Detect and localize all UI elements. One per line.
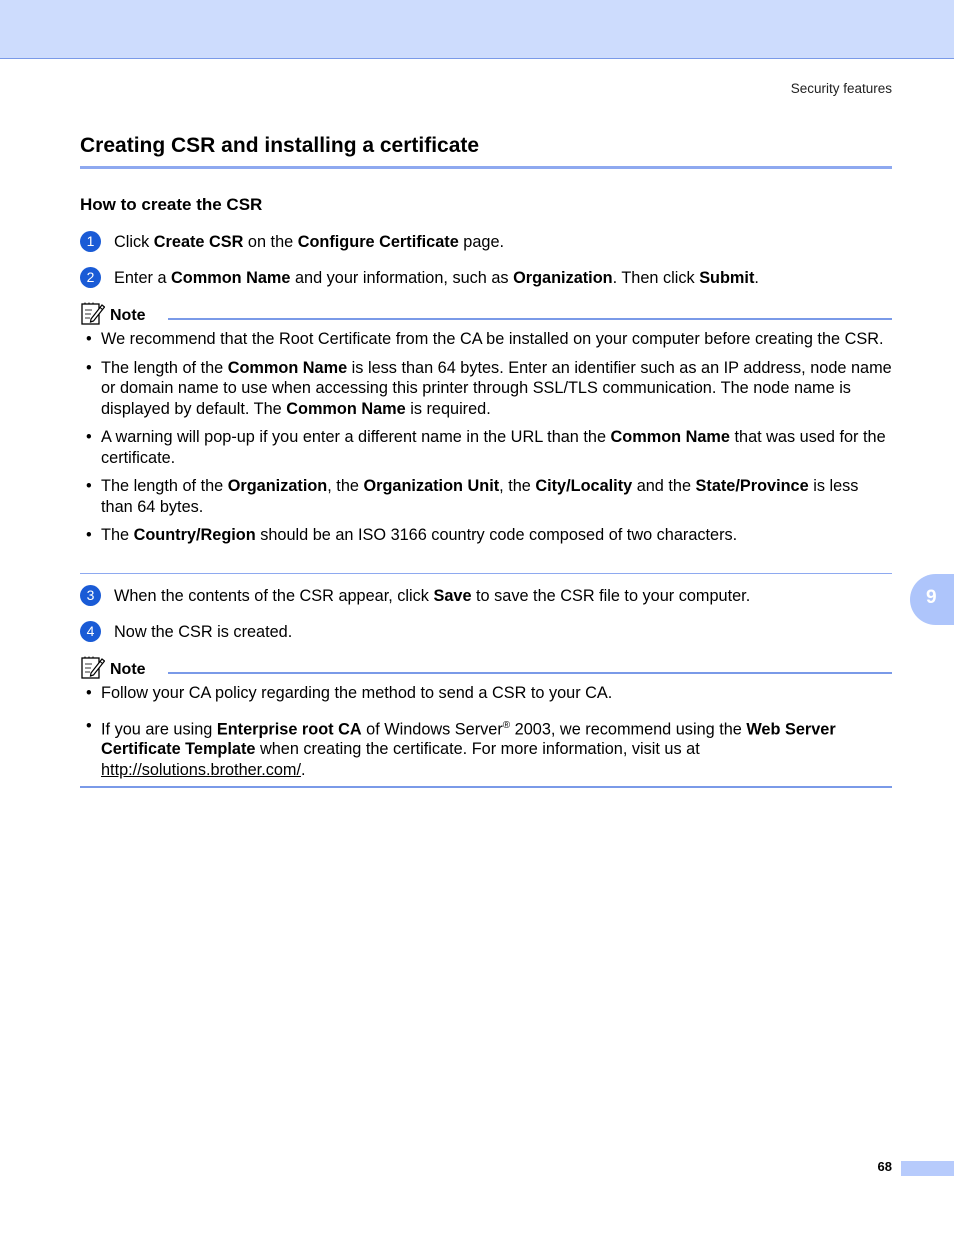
chapter-number: 9 xyxy=(926,587,937,608)
note-rule xyxy=(168,318,892,320)
title-rule xyxy=(80,166,892,169)
note-list xyxy=(80,683,892,788)
step-text: Now the CSR is created. xyxy=(114,623,293,641)
note-end-rule xyxy=(80,573,892,574)
page-number: 68 xyxy=(877,1159,892,1174)
note-end-rule xyxy=(80,786,892,788)
header-band xyxy=(0,0,954,59)
section-title: Creating CSR and installing a certificate xyxy=(80,134,480,157)
step-text: Click Create CSR on the Configure Certificate page. xyxy=(114,233,505,251)
list-item: • Follow your CA policy regarding the method to send a CSR to your CA. xyxy=(80,683,892,704)
list-item: • The length of the Organization, the Organization Unit, the City/Locality and the State/Province is less than 64 bytes. xyxy=(80,476,892,517)
note-header xyxy=(80,656,892,682)
chapter-tab xyxy=(910,574,954,625)
note-rule xyxy=(168,672,892,674)
list-item: • The Country/Region should be an ISO 3166 country code composed of two characters. xyxy=(80,525,892,546)
note-pencil-icon xyxy=(81,302,105,325)
note-pencil-icon xyxy=(81,656,105,679)
solutions-link[interactable]: http://solutions.brother.com/ xyxy=(101,760,302,779)
list-item: • A warning will pop-up if you enter a different name in the URL than the Common Name that was used for the certificate. xyxy=(80,427,892,468)
running-header: Security features xyxy=(790,81,892,96)
note-label: Note xyxy=(110,661,146,678)
step-text: When the contents of the CSR appear, click Save to save the CSR file to your computer. xyxy=(114,587,751,605)
page-tab xyxy=(901,1161,954,1176)
step-number-badge: 1 xyxy=(80,231,101,252)
step-text: Enter a Common Name and your information, such as Organization. Then click Submit. xyxy=(114,269,759,287)
note-list xyxy=(80,329,892,554)
list-item: • If you are using Enterprise root CA of Windows Server® 2003, we recommend using the Web Server Certificate Template when creating the certificate. For more information, visit us at http://solutions.brother.com/. xyxy=(80,716,892,781)
step-number-badge: 2 xyxy=(80,267,101,288)
subsection-title: How to create the CSR xyxy=(80,195,263,214)
list-item: • We recommend that the Root Certificate from the CA be installed on your computer before creating the CSR. xyxy=(80,329,892,350)
note-label: Note xyxy=(110,307,146,324)
step-number-badge: 3 xyxy=(80,585,101,606)
list-item: • The length of the Common Name is less than 64 bytes. Enter an identifier such as an IP address, node name or domain name to use when accessing this printer through SSL/TLS communication. The node name is displayed by default. The Common Name is required. xyxy=(80,358,892,420)
step-number-badge: 4 xyxy=(80,621,101,642)
note-header xyxy=(80,302,892,328)
